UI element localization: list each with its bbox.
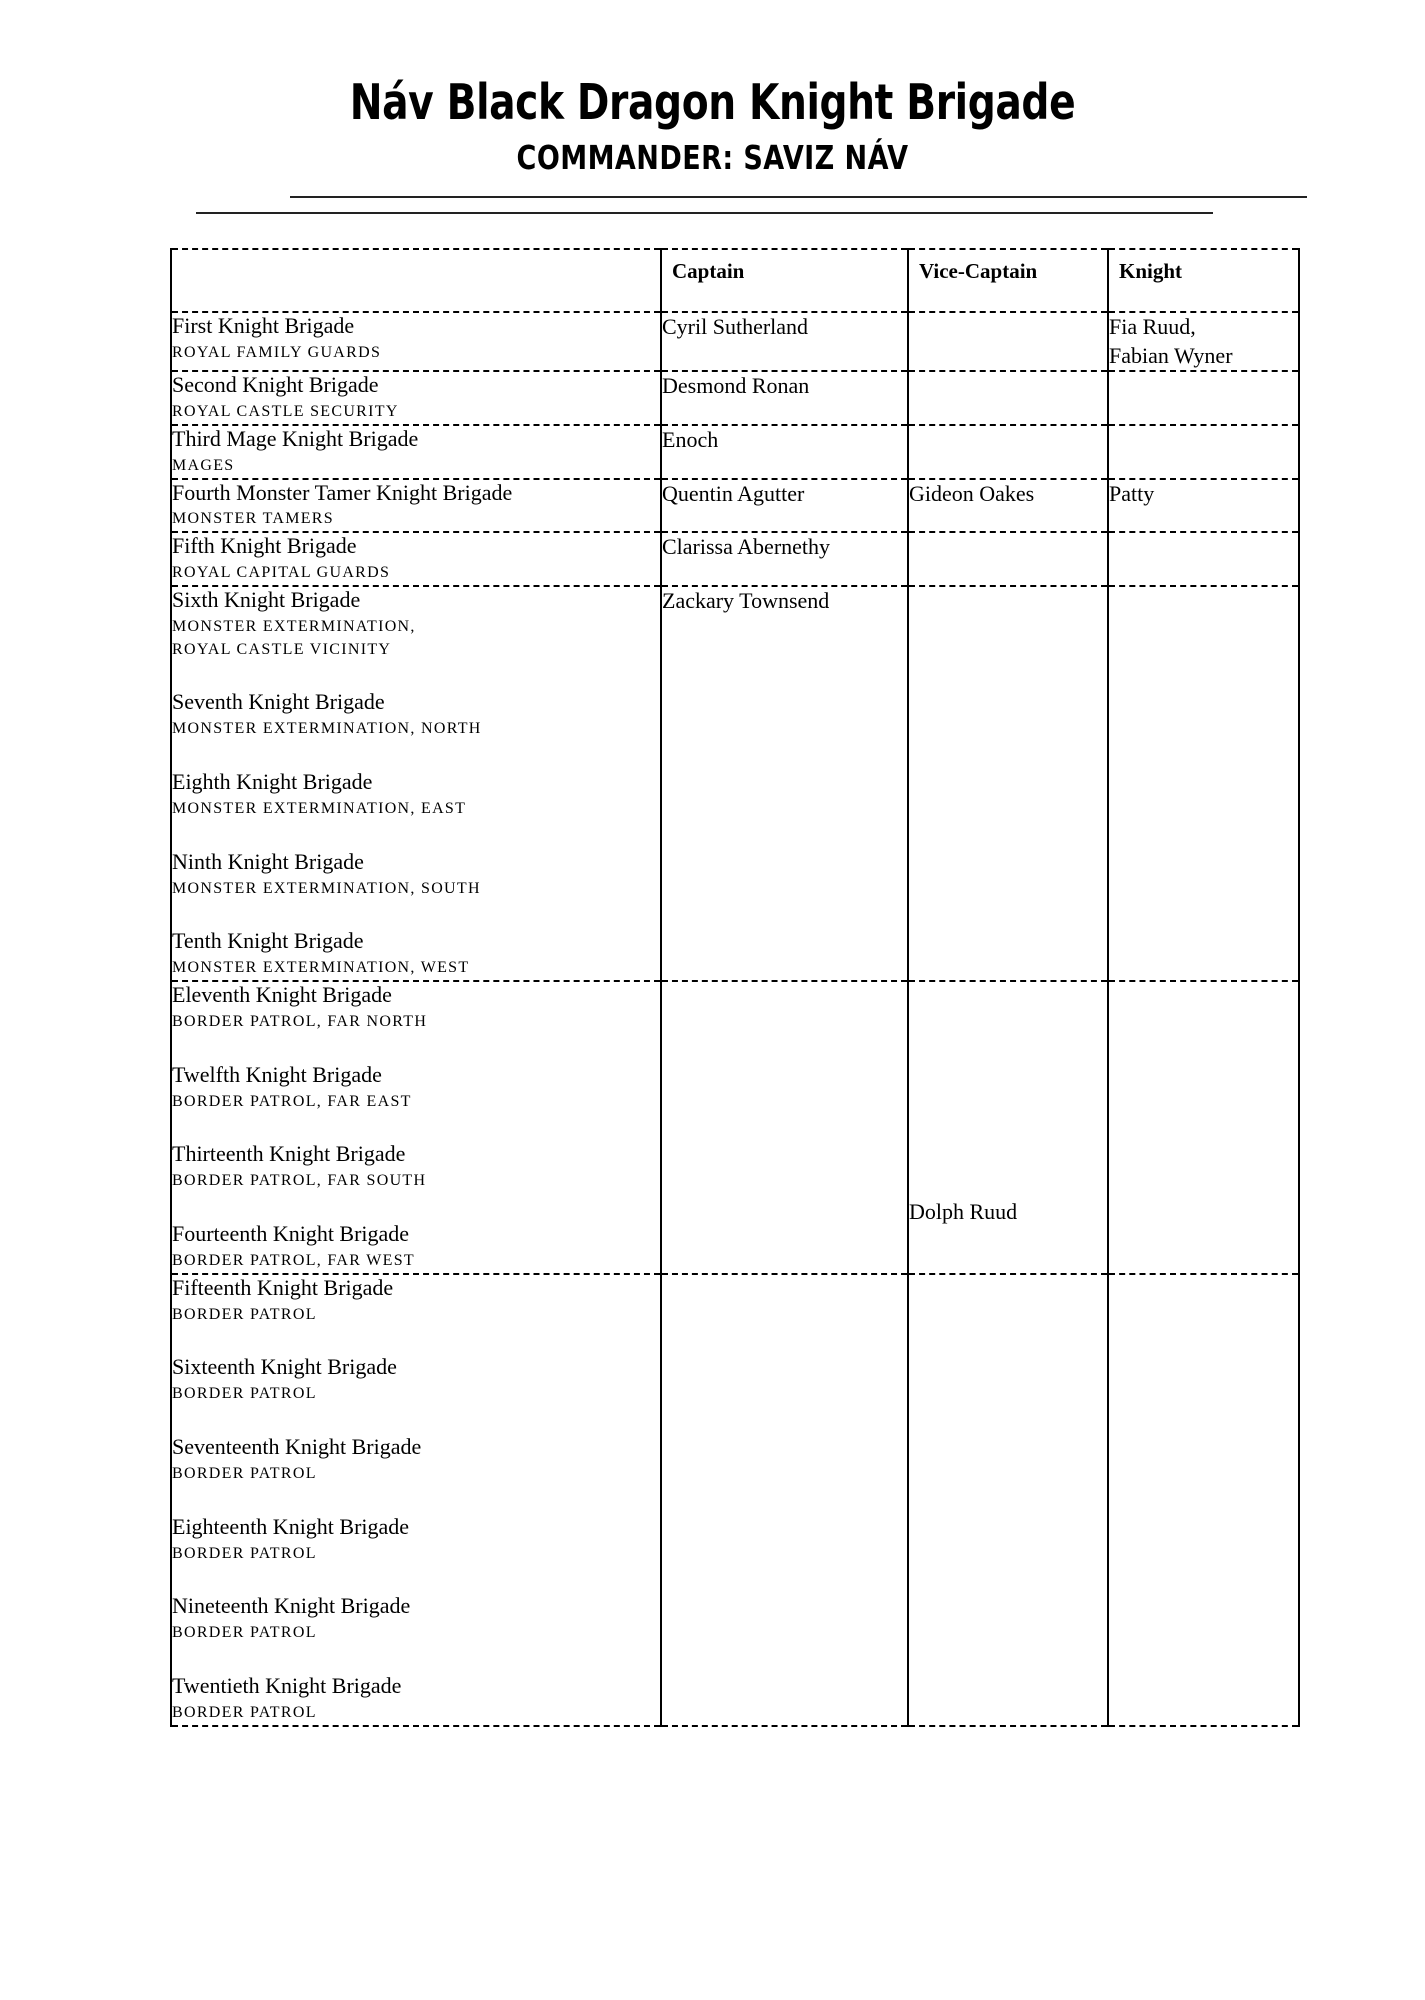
unit-block [172, 372, 660, 424]
cell-unit [171, 425, 661, 479]
unit-role-line: BORDER PATROL [172, 1703, 317, 1721]
unit-name: Fifth Knight Brigade [172, 533, 357, 559]
cell-unit [171, 312, 661, 371]
table-row [171, 586, 1299, 981]
unit-block [172, 1141, 660, 1193]
column-header-vice-captain: Vice-Captain [908, 249, 1108, 312]
table-row [171, 1274, 1299, 1726]
cell-vice-captain [908, 586, 1108, 981]
table-row [171, 312, 1299, 371]
unit-role-line: BORDER PATROL [172, 1305, 317, 1323]
unit-block [172, 1514, 660, 1566]
divider-rule-lower [196, 212, 1213, 214]
unit-role [172, 878, 660, 901]
unit-role [172, 1170, 660, 1193]
unit-name: Twelfth Knight Brigade [172, 1061, 382, 1087]
unit-role-line: ROYAL CAPITAL GUARDS [172, 564, 391, 582]
unit-block [172, 480, 660, 532]
unit-name: Sixteenth Knight Brigade [172, 1354, 397, 1380]
cell-vice-captain [908, 479, 1108, 533]
unit-block [172, 689, 660, 741]
cell-unit [171, 371, 661, 425]
unit-block [172, 849, 660, 901]
unit-role [172, 1304, 660, 1327]
unit-block [172, 769, 660, 821]
cell-knight [1108, 312, 1299, 371]
unit-role-line: BORDER PATROL [172, 1385, 317, 1403]
unit-role-line: BORDER PATROL [172, 1624, 317, 1642]
unit-role-line: BORDER PATROL [172, 1464, 317, 1482]
unit-role [172, 1463, 660, 1486]
document-header [0, 0, 1425, 177]
cell-captain [661, 586, 908, 981]
unit-role [172, 1622, 660, 1645]
person-name: Fabian Wyner [1109, 342, 1233, 368]
cell-vice-captain [908, 1274, 1108, 1726]
unit-role-line: ROYAL CASTLE SECURITY [172, 403, 399, 421]
cell-knight [1108, 981, 1299, 1274]
unit-role [172, 342, 660, 365]
table-row [171, 425, 1299, 479]
person-name: Enoch [662, 426, 719, 452]
unit-role-line: ROYAL FAMILY GUARDS [172, 343, 382, 361]
unit-name: First Knight Brigade [172, 313, 355, 338]
unit-block [172, 533, 660, 585]
roster-table [170, 248, 1300, 1727]
unit-name: Thirteenth Knight Brigade [172, 1141, 406, 1167]
unit-role [172, 718, 660, 741]
unit-role [172, 508, 660, 531]
unit-role [172, 455, 660, 478]
table-row [171, 479, 1299, 533]
cell-knight [1108, 532, 1299, 586]
unit-name: Eighth Knight Brigade [172, 768, 373, 794]
person-name: Cyril Sutherland [662, 314, 809, 339]
cell-captain [661, 1274, 908, 1726]
unit-name: Second Knight Brigade [172, 372, 379, 398]
cell-knight [1108, 425, 1299, 479]
unit-block [172, 1221, 660, 1273]
cell-knight [1108, 479, 1299, 533]
table-row [171, 981, 1299, 1274]
header-divider [0, 190, 1425, 226]
cell-captain [661, 532, 908, 586]
cell-unit [171, 1274, 661, 1726]
person-name: Gideon Oakes [909, 480, 1035, 506]
person-name: Zackary Townsend [662, 587, 830, 613]
unit-role-line: MONSTER TAMERS [172, 510, 334, 528]
cell-captain [661, 479, 908, 533]
unit-block [172, 426, 660, 478]
cell-knight [1108, 1274, 1299, 1726]
unit-block [172, 1275, 660, 1327]
cell-unit [171, 586, 661, 981]
cell-knight [1108, 586, 1299, 981]
divider-rule-upper [290, 196, 1307, 198]
roster-table-body [171, 312, 1299, 1726]
page-title: Náv Black Dragon Knight Brigade [349, 74, 1076, 131]
person-name: Clarissa Abernethy [662, 534, 831, 560]
unit-role-line: MONSTER EXTERMINATION, EAST [172, 799, 467, 817]
column-header-captain: Captain [661, 249, 908, 312]
cell-unit [171, 479, 661, 533]
unit-role-line: BORDER PATROL, FAR NORTH [172, 1012, 428, 1030]
unit-role-line: BORDER PATROL, FAR SOUTH [172, 1172, 427, 1190]
cell-unit [171, 981, 661, 1274]
column-header-knight: Knight [1108, 249, 1299, 312]
cell-captain [661, 312, 908, 371]
table-row [171, 532, 1299, 586]
unit-role-line: BORDER PATROL, FAR WEST [172, 1251, 415, 1269]
unit-name: Ninth Knight Brigade [172, 848, 364, 874]
unit-name: Sixth Knight Brigade [172, 586, 361, 612]
unit-role [172, 1383, 660, 1406]
cell-vice-captain [908, 532, 1108, 586]
unit-block [172, 982, 660, 1034]
unit-block [172, 587, 660, 661]
page-subtitle-commander: COMMANDER: SAVIZ NÁV [516, 138, 909, 177]
person-name: Fia Ruud, [1109, 314, 1196, 339]
cell-captain [661, 981, 908, 1274]
unit-role [172, 401, 660, 424]
unit-role [172, 1250, 660, 1273]
unit-role [172, 957, 660, 980]
table-row [171, 371, 1299, 425]
unit-role-line: BORDER PATROL, FAR EAST [172, 1092, 412, 1110]
roster-table-container [170, 248, 1298, 1727]
unit-role-line: ROYAL CASTLE VICINITY [172, 640, 392, 658]
unit-name: Eighteenth Knight Brigade [172, 1513, 410, 1539]
unit-role [172, 562, 660, 585]
unit-role-line: MONSTER EXTERMINATION, SOUTH [172, 879, 481, 897]
cell-vice-captain [908, 981, 1108, 1274]
unit-block [172, 1354, 660, 1406]
unit-role-line: BORDER PATROL [172, 1544, 317, 1562]
unit-role-line: MAGES [172, 456, 235, 474]
cell-unit [171, 532, 661, 586]
unit-block [172, 1673, 660, 1725]
unit-role [172, 1543, 660, 1566]
table-header-row [171, 249, 1299, 312]
column-header-unit [171, 249, 661, 312]
person-name: Patty [1109, 480, 1155, 506]
unit-block [172, 928, 660, 980]
cell-vice-captain [908, 371, 1108, 425]
person-name: Quentin Agutter [662, 480, 805, 506]
unit-name: Seventeenth Knight Brigade [172, 1433, 422, 1459]
unit-name: Fourteenth Knight Brigade [172, 1220, 410, 1246]
unit-role-line: MONSTER EXTERMINATION, [172, 617, 416, 635]
unit-name: Seventh Knight Brigade [172, 689, 385, 715]
roster-table-head [171, 249, 1299, 312]
unit-role [172, 1011, 660, 1034]
person-name: Desmond Ronan [662, 373, 810, 399]
unit-block [172, 1062, 660, 1114]
unit-role-line: MONSTER EXTERMINATION, WEST [172, 959, 470, 977]
cell-vice-captain [908, 312, 1108, 371]
unit-block [172, 1434, 660, 1486]
unit-role [172, 1702, 660, 1725]
cell-captain [661, 371, 908, 425]
unit-role [172, 798, 660, 821]
cell-vice-captain [908, 425, 1108, 479]
unit-name: Third Mage Knight Brigade [172, 425, 419, 451]
unit-block [172, 313, 660, 365]
unit-role [172, 616, 660, 661]
person-name: Dolph Ruud [909, 1198, 1018, 1224]
unit-block [172, 1593, 660, 1645]
cell-knight [1108, 371, 1299, 425]
unit-name: Eleventh Knight Brigade [172, 981, 392, 1007]
cell-captain [661, 425, 908, 479]
unit-name: Fifteenth Knight Brigade [172, 1274, 394, 1300]
unit-name: Fourth Monster Tamer Knight Brigade [172, 479, 513, 505]
unit-name: Nineteenth Knight Brigade [172, 1593, 411, 1619]
unit-name: Twentieth Knight Brigade [172, 1673, 402, 1698]
unit-name: Tenth Knight Brigade [172, 928, 364, 954]
unit-role-line: MONSTER EXTERMINATION, NORTH [172, 720, 482, 738]
unit-role [172, 1091, 660, 1114]
